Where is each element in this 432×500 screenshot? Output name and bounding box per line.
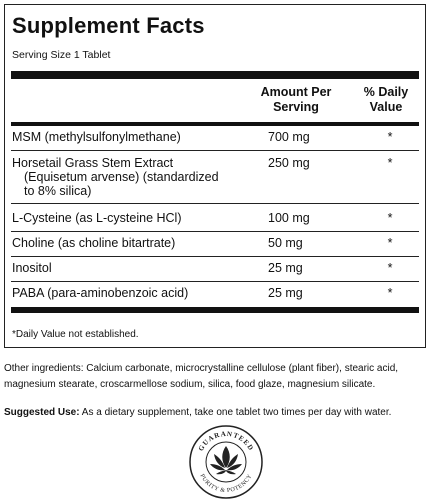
suggested-use — [4, 407, 391, 418]
row-divider — [11, 203, 419, 204]
nutrient-amount: 250 mg — [268, 156, 310, 170]
thick-divider — [11, 71, 419, 79]
nutrient-name: PABA (para-aminobenzoic acid) — [12, 286, 189, 300]
dv-header-line2: Value — [369, 100, 403, 114]
seal-top-text: GUARANTEED — [196, 429, 256, 453]
other-ingredients — [4, 361, 428, 393]
row-divider — [11, 231, 419, 232]
panel-title: Supplement Facts — [12, 13, 205, 38]
dv-header-line1: % Daily — [363, 85, 409, 99]
nutrient-amount: 700 mg — [268, 130, 310, 144]
nutrient-dv: * — [387, 286, 393, 300]
nutrient-name-block — [12, 156, 272, 198]
nutrient-dv: * — [387, 156, 393, 170]
row-divider — [11, 256, 419, 257]
other-ingredients-line1: Other ingredients: Calcium carbonate, microcrystalline cellulose (plant fiber), stearic acid, — [4, 363, 399, 374]
nutrient-amount: 25 mg — [268, 261, 303, 275]
nutrient-amount: 100 mg — [268, 211, 310, 225]
nutrient-name: L-Cysteine (as L-cysteine HCl) — [12, 211, 182, 225]
amount-header-line1: Amount Per — [260, 85, 332, 99]
suggested-use-text: As a dietary supplement, take one tablet two times per day with water. — [79, 407, 392, 418]
row-divider — [11, 150, 419, 151]
nutrient-name: MSM (methylsulfonylmethane) — [12, 130, 181, 144]
supplement-facts-panel — [4, 4, 426, 348]
nutrient-dv: * — [387, 236, 393, 250]
row-divider — [11, 281, 419, 282]
nutrient-name-cont: (Equisetum arvense) (standardized — [24, 170, 219, 184]
serving-size: Serving Size 1 Tablet — [12, 49, 111, 61]
header-divider — [11, 122, 419, 126]
nutrient-name: Horsetail Grass Stem Extract — [12, 156, 174, 170]
guarantee-seal-icon — [188, 424, 264, 500]
nutrient-dv: * — [387, 211, 393, 225]
seal-bottom-text: PURITY & POTENCY — [198, 473, 254, 495]
nutrient-dv: * — [387, 261, 393, 275]
lotus-leaves-icon — [210, 446, 242, 474]
nutrient-amount: 25 mg — [268, 286, 303, 300]
daily-value-header — [345, 85, 427, 115]
other-ingredients-line2: magnesium stearate, croscarmellose sodium, silica, food glaze, magnesium silicate. — [4, 379, 376, 390]
nutrient-name: Inositol — [12, 261, 52, 275]
nutrient-amount: 50 mg — [268, 236, 303, 250]
nutrient-name: Choline (as choline bitartrate) — [12, 236, 176, 250]
nutrient-dv: * — [387, 130, 393, 144]
amount-header-line2: Serving — [273, 100, 319, 114]
nutrient-name-cont: to 8% silica) — [24, 184, 92, 198]
daily-value-footnote: *Daily Value not established. — [12, 329, 139, 340]
bottom-divider — [11, 307, 419, 313]
amount-per-serving-header — [241, 85, 351, 115]
suggested-use-label: Suggested Use: — [4, 407, 80, 418]
